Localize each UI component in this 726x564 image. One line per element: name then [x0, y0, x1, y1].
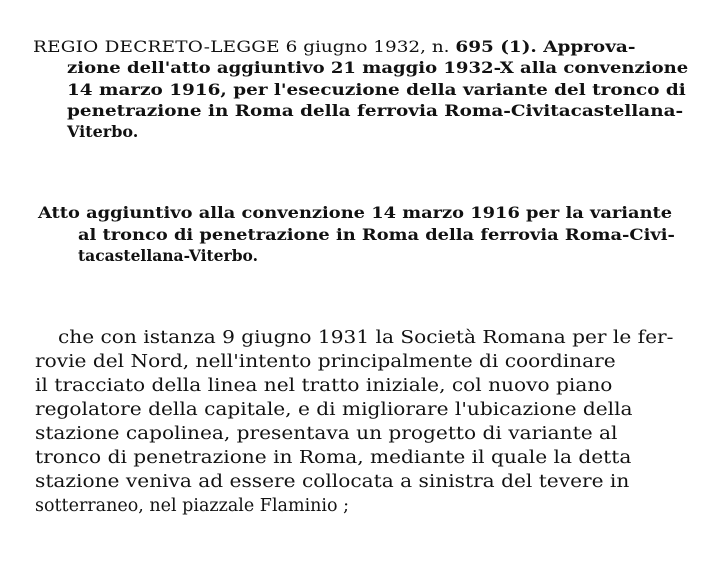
- title-line-1: [33, 37, 635, 57]
- title-line-3: 14 marzo 1916, per l'esecuzione della variante del tronco di: [67, 80, 686, 99]
- decree-number: 695 (1). Approva-: [455, 37, 636, 56]
- body-line-4: regolatore della capitale, e di migliorare l'ubicazione della: [35, 400, 633, 420]
- title-line-2: zione dell'atto aggiuntivo 21 maggio 1932-X alla convenzione: [67, 58, 689, 77]
- decree-heading: REGIO DECRETO-LEGGE: [33, 37, 280, 56]
- decree-date: 6 giugno 1932, n.: [279, 37, 456, 56]
- subtitle-line-3: tacastellana-Viterbo.: [78, 246, 258, 265]
- body-line-8: sotterraneo, nel piazzale Flaminio ;: [35, 496, 350, 516]
- body-line-2: rovie del Nord, nell'intento principalmente di coordinare: [35, 352, 616, 372]
- subtitle-line-2: al tronco di penetrazione in Roma della ferrovia Roma-Civi-: [78, 225, 675, 244]
- title-line-4: penetrazione in Roma della ferrovia Roma-Civitacastellana-: [67, 101, 684, 120]
- body-line-5: stazione capolinea, presentava un progetto di variante al: [35, 424, 618, 444]
- subtitle-line-1: Atto aggiuntivo alla convenzione 14 marzo 1916 per la variante: [38, 203, 673, 222]
- body-line-3: il tracciato della linea nel tratto iniziale, col nuovo piano: [35, 376, 613, 396]
- body-line-6: tronco di penetrazione in Roma, mediante il quale la detta: [35, 448, 632, 468]
- title-line-5: Viterbo.: [67, 122, 139, 141]
- body-line-7: stazione veniva ad essere collocata a sinistra del tevere in: [35, 472, 630, 492]
- body-line-1: che con istanza 9 giugno 1931 la Società Romana per le fer-: [58, 328, 674, 348]
